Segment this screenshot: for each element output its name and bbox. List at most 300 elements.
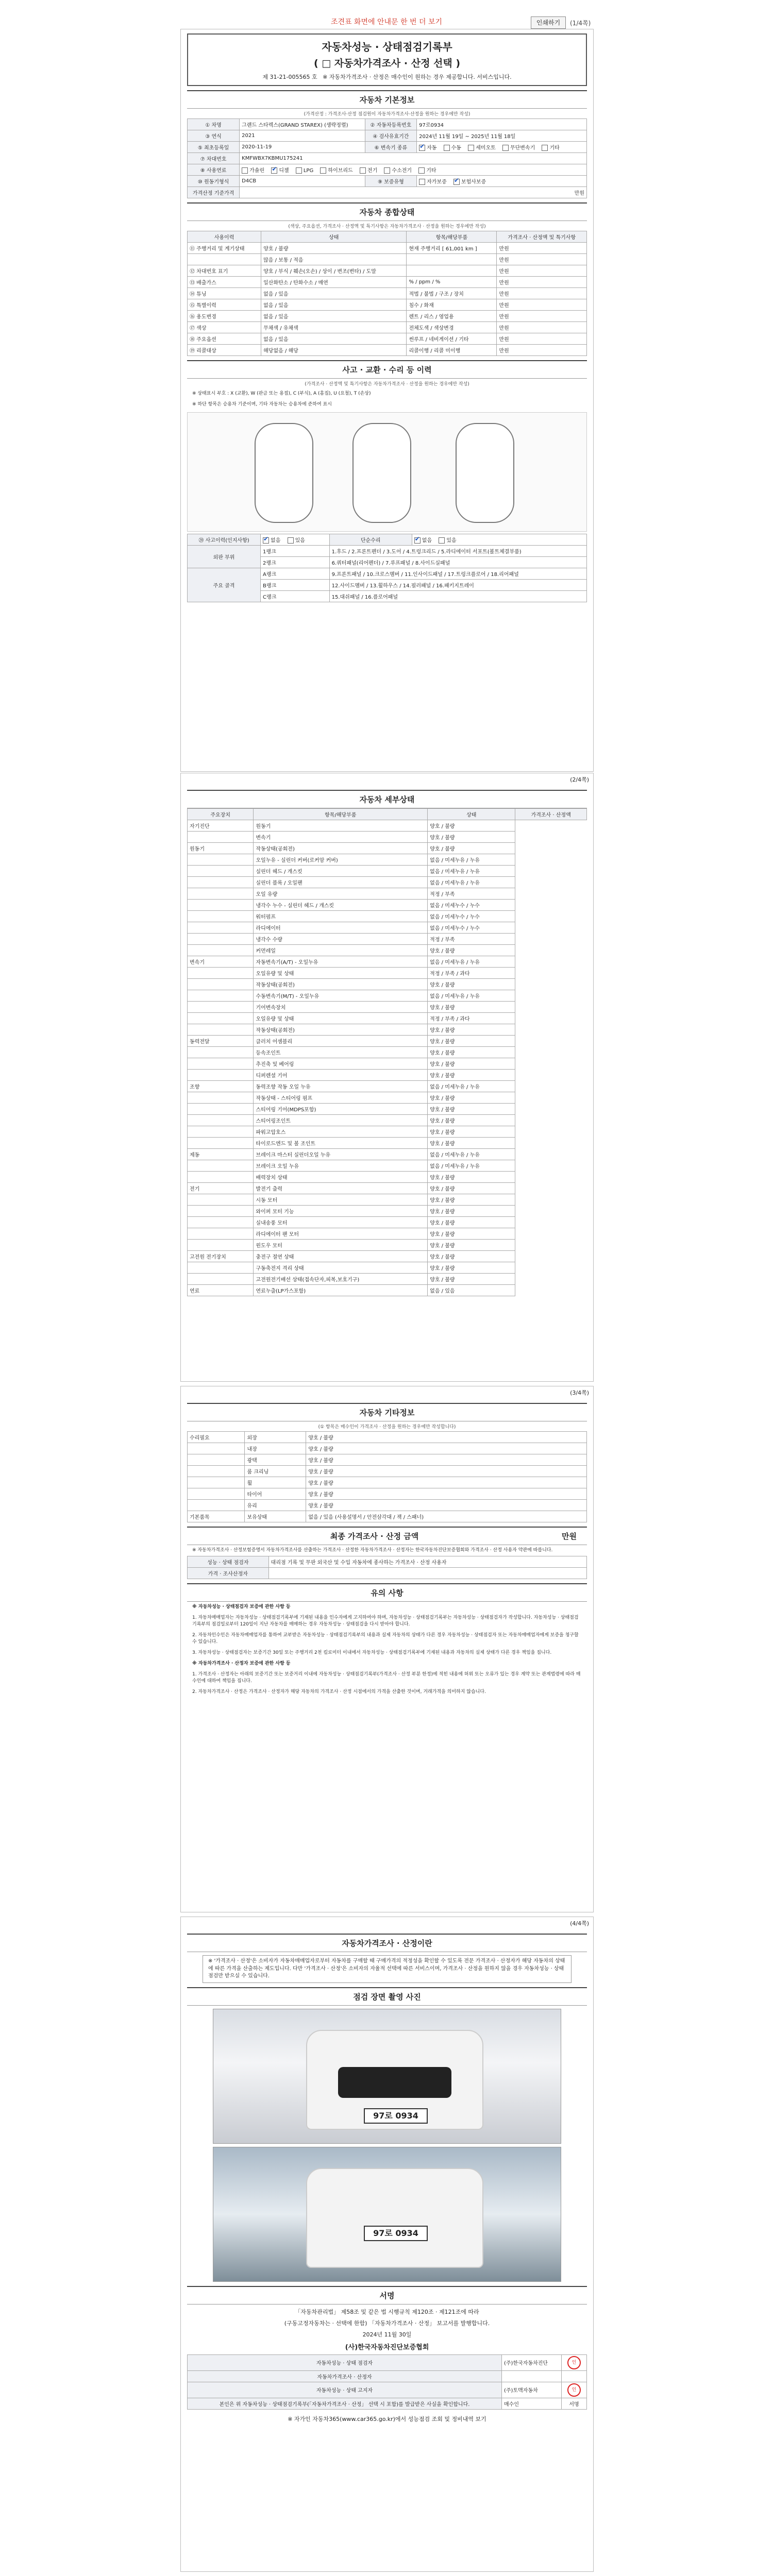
detail-group-cell [188, 1194, 254, 1206]
detail-state-cell: 양호 / 불량 [428, 1036, 515, 1047]
detail-state-cell: 없음 / 미세누유 / 누유 [428, 1149, 515, 1160]
detail-item-cell: 작동상태(공회전) [254, 843, 428, 854]
checkbox-icon [263, 537, 269, 544]
detail-state-cell: 양호 / 불량 [428, 1115, 515, 1126]
detail-group-cell [188, 1172, 254, 1183]
detail-heading: 자동차 세부상태 [187, 790, 587, 808]
checkbox-icon [419, 179, 425, 185]
detail-state-cell: 양호 / 불량 [428, 820, 515, 832]
final-note: ※ 자동차가격조사 · 산정보험증명서 자동차가격조사를 산출하는 가격조사 · 산정한 자동차가격조사 · 산정자는 한국자동차진단보증협회와 가격조사 · 산정 사용자 약관에 따릅니다. [192, 1548, 553, 1553]
detail-item-cell: 실린더 헤드 / 개스킷 [254, 866, 428, 877]
rank-b: B랭크 [261, 580, 330, 591]
rank-2-items: 6.쿼터패널(리어펜더) / 7.루프패널 / 8.사이드실패널 [329, 557, 586, 568]
table-row [188, 1285, 587, 1296]
detail-state-cell: 양호 / 불량 [428, 1104, 515, 1115]
fuel-label: ⑧ 사용연료 [188, 164, 240, 176]
detail-item-cell: 작동상태(공회전) [254, 979, 428, 990]
page-number-3: (3/4쪽) [570, 1389, 589, 1396]
rank-b-items: 12.사이드멤버 / 13.휠하우스 / 14.필러패널 / 16.패키지트레이 [329, 580, 586, 591]
detail-group-cell: 동력전달 [188, 1036, 254, 1047]
detail-group-cell [188, 888, 254, 900]
print-button[interactable]: 인쇄하기 [531, 16, 566, 29]
signature-date: 2024년 11월 30일 [362, 2331, 412, 2338]
table-row [188, 934, 587, 945]
detail-item-cell: 배력장치 상태 [254, 1172, 428, 1183]
detail-item-cell: 냉각수 수량 [254, 934, 428, 945]
detail-state-cell: 양호 / 불량 [428, 1183, 515, 1194]
detail-group-cell: 전기 [188, 1183, 254, 1194]
detail-group-cell: 변속기 [188, 956, 254, 968]
general-section [187, 202, 587, 356]
table-row [188, 1488, 587, 1500]
general-item-cell: % / ppm / % [407, 277, 497, 288]
signer-1-value: (주)한국자동차진단 [502, 2354, 562, 2370]
detail-item-cell: 실린더 블록 / 오일팬 [254, 877, 428, 888]
detail-state-cell: 양호 / 불량 [428, 1262, 515, 1274]
detail-group-cell: 고전원 전기장치 [188, 1251, 254, 1262]
general-item-cell: 리콜이행 / 리콜 미이행 [407, 345, 497, 356]
accident-heading: 사고 · 교환 · 수리 등 이력 [187, 360, 587, 379]
detail-item-cell: 등속조인트 [254, 1047, 428, 1058]
table-row [188, 288, 587, 299]
detail-state-cell: 없음 / 미세누유 / 누유 [428, 854, 515, 866]
general-label-cell: ⑭ 튜닝 [188, 288, 261, 299]
doc-number-suffix: 호 [311, 74, 317, 80]
table-row [188, 888, 587, 900]
detail-item-cell: 작동상태 - 스티어링 펌프 [254, 1092, 428, 1104]
detail-state-cell: 양호 / 불량 [428, 1172, 515, 1183]
other-group-cell: 수리필요 [188, 1432, 245, 1443]
warranty-label: ⑨ 보증유형 [365, 176, 416, 187]
front-photo [213, 2009, 561, 2144]
seal-icon: 인 [567, 2383, 581, 2397]
detail-group-cell [188, 832, 254, 843]
detail-state-cell: 양호 / 불량 [428, 1070, 515, 1081]
car-diagram [187, 412, 587, 532]
checkbox-icon [242, 167, 248, 174]
detail-item-cell: 스티어링 기어(MDPS포함) [254, 1104, 428, 1115]
validity-label: ④ 검사유효기간 [365, 130, 416, 142]
general-state-cell: 양호 / 불량 [261, 243, 407, 254]
grille-icon [338, 2067, 451, 2098]
general-label-cell: ⑪ 주행거리 및 계기상태 [188, 243, 261, 254]
general-item-cell: 전체도색 / 색상변경 [407, 322, 497, 333]
col-price: 가격조사 · 산정액 및 특기사항 [497, 231, 587, 243]
rear-photo [213, 2147, 561, 2282]
detail-state-cell: 없음 / 미세누유 / 누유 [428, 866, 515, 877]
simple-repair-label: 단순수리 [329, 534, 412, 546]
table-row [188, 854, 587, 866]
detail-state-cell: 양호 / 불량 [428, 1024, 515, 1036]
other-group-cell [188, 1466, 245, 1477]
detail-group-cell [188, 945, 254, 956]
rank-2: 2랭크 [261, 557, 330, 568]
other-item-cell: 광택 [245, 1454, 306, 1466]
table-row [188, 1104, 587, 1115]
checkbox-icon [542, 145, 548, 151]
detail-state-cell: 없음 / 미세누유 / 누유 [428, 1160, 515, 1172]
detail-item-cell: 오일유량 및 상태 [254, 1013, 428, 1024]
accident-section [187, 360, 587, 602]
detail-group-cell [188, 1104, 254, 1115]
other-section [187, 1403, 587, 1522]
detail-item-cell: 스티어링조인트 [254, 1115, 428, 1126]
table-row [188, 877, 587, 888]
col-state: 상태 [261, 231, 407, 243]
other-state-cell: 양호 / 불량 [306, 1500, 587, 1511]
table-row [188, 1036, 587, 1047]
detail-item-cell: 동력조향 작동 오일 누유 [254, 1081, 428, 1092]
car-bottom-icon [456, 423, 514, 523]
detail-group-cell [188, 1092, 254, 1104]
detail-group-cell [188, 934, 254, 945]
general-state-cell: 일산화탄소 / 탄화수소 / 매연 [261, 277, 407, 288]
detail-state-cell: 양호 / 불량 [428, 1228, 515, 1240]
signer-1-label: 자동차성능 · 상태 점검자 [188, 2354, 502, 2370]
section4-heading: 자동차가격조사 · 산정이란 [187, 1934, 587, 1952]
detail-item-cell: 발전기 출력 [254, 1183, 428, 1194]
detail-group-cell [188, 1262, 254, 1274]
table-row [188, 1206, 587, 1217]
detail-group-cell [188, 1228, 254, 1240]
table-row [188, 243, 587, 254]
general-state-cell: 양호 / 부식 / 훼손(오손) / 상이 / 변조(변타) / 도말 [261, 265, 407, 277]
table-row [188, 1500, 587, 1511]
signer-3-value: (주)토맥자동차 [502, 2382, 562, 2398]
detail-state-cell: 양호 / 불량 [428, 1206, 515, 1217]
col-detail-price: 가격조사 · 산정액 [515, 809, 587, 820]
checkbox-icon [453, 179, 460, 185]
accident-table [187, 534, 587, 602]
price-basis-unit: 만원 [240, 187, 587, 198]
detail-group-cell [188, 1206, 254, 1217]
doc-number: 31-21-005565 [270, 74, 310, 80]
table-row [188, 1002, 587, 1013]
detail-group-cell [188, 1070, 254, 1081]
notes-text-1: 1. 자동차매매업자는 자동차성능 · 상태점검기록부에 기재된 내용을 인수자에게 고지하여야 하며, 자동차성능 · 상태점검기록부는 자동차성능 · 상태점검자가 작성합니다. 자동차성능 · 상태점검기록부의 점검일로부터 120일이 지난 자동차를 매매하는 경우 자동차성능 · 상태점검을 다시 받아야 합니다. [192, 1615, 579, 1628]
general-label-cell: ⑯ 용도변경 [188, 311, 261, 322]
detail-state-cell: 없음 / 미세누유 / 누유 [428, 1081, 515, 1092]
notes-sub-2: ※ 자동차가격조사 · 산정자 보증에 관한 사항 등 [192, 1661, 291, 1667]
seal-icon: 인 [567, 2356, 581, 2369]
photos-section [187, 1987, 587, 2282]
other-group-cell [188, 1477, 245, 1488]
final-heading [187, 1527, 587, 1545]
table-row [188, 333, 587, 345]
col-main-device: 주요장치 [188, 809, 254, 820]
table-row [188, 1070, 587, 1081]
general-price-cell: 만원 [497, 311, 587, 322]
final-table [187, 1556, 587, 1579]
table-row [188, 322, 587, 333]
vin: KMFWBX7KBMU175241 [240, 153, 587, 164]
detail-group-cell: 원동기 [188, 843, 254, 854]
detail-item-cell: 클러치 어셈블리 [254, 1036, 428, 1047]
table-row [188, 900, 587, 911]
final-signer-note: 대리점 기록 및 무판 외국산 및 수입 자동차에 종사하는 가격조사 · 산정 사용자 [268, 1556, 586, 1568]
final-signer-label: 성능 · 상태 점검자 [188, 1556, 269, 1568]
basic-info-section [187, 90, 587, 198]
checkbox-icon [296, 167, 302, 174]
detail-group-cell [188, 1126, 254, 1138]
detail-item-cell: 윈도우 모터 [254, 1240, 428, 1251]
signature-footer: ※ 자가인 자동차365(www.car365.go.kr)에서 성능점검 조회 및 정비내역 보기 [288, 2415, 486, 2422]
detail-section [187, 790, 587, 1296]
checkbox-icon [360, 167, 366, 174]
price-basis-label: 가격산정 기준가격 [188, 187, 240, 198]
table-row [188, 1262, 587, 1274]
detail-state-cell: 양호 / 불량 [428, 1126, 515, 1138]
signer-4-seal: 서명 [562, 2398, 587, 2409]
detail-group-cell [188, 1002, 254, 1013]
detail-state-cell: 양호 / 불량 [428, 832, 515, 843]
other-state-cell: 양호 / 불량 [306, 1466, 587, 1477]
general-label-cell: ⑮ 특별이력 [188, 299, 261, 311]
detail-group-cell: 제동 [188, 1149, 254, 1160]
general-item-cell [407, 265, 497, 277]
general-heading: 자동차 종합상태 [187, 202, 587, 221]
table-row [188, 1251, 587, 1262]
table-row [188, 1172, 587, 1183]
general-price-cell: 만원 [497, 345, 587, 356]
engine-type: D4CB [240, 176, 365, 187]
detail-group-cell [188, 866, 254, 877]
basic-info-note: (가격산정 : 가격조사·산정 점검원이 자동차가격조사·산정을 원하는 경우에만 작성) [304, 112, 470, 117]
signature-text-1: 「자동차관리법」 제58조 및 같은 법 시행규칙 제120조 · 제121조에 따라 [295, 2308, 479, 2315]
detail-item-cell: 구동축전지 격리 상태 [254, 1262, 428, 1274]
detail-group-cell [188, 1013, 254, 1024]
detail-item-cell: 시동 모터 [254, 1194, 428, 1206]
table-row [188, 866, 587, 877]
transmission-options: ✔ 자동 수동 세미오토 무단변속기 기타 [417, 142, 587, 153]
page-2 [180, 773, 594, 1382]
other-item-cell: 타이어 [245, 1488, 306, 1500]
detail-state-cell: 양호 / 불량 [428, 1194, 515, 1206]
other-item-cell: 휠 [245, 1477, 306, 1488]
col-use: 사용이력 [188, 231, 261, 243]
rank-c: C랭크 [261, 591, 330, 602]
table-row [188, 299, 587, 311]
detail-state-cell: 양호 / 불량 [428, 1251, 515, 1262]
detail-group-cell [188, 1047, 254, 1058]
plate-number: 97로0934 [417, 119, 587, 130]
detail-state-cell: 양호 / 불량 [428, 1217, 515, 1228]
table-row [188, 1047, 587, 1058]
detail-item-cell: 파워고압호스 [254, 1126, 428, 1138]
notes-text-2: 2. 자동차인수인은 자동차매매업자를 통하여 교부받은 자동차성능 · 상태점검기록부의 내용과 실제 자동차의 상태가 다른 경우 자동차성능 · 상태점검자 또는 자동차매매업자에게 보증을 청구할 수 있습니다. [192, 1633, 579, 1645]
detail-item-cell: 브레이크 마스터 실린더오일 누유 [254, 1149, 428, 1160]
detail-item-cell: 라디에이터 팬 모터 [254, 1228, 428, 1240]
signer-4-label: 본인은 위 자동차성능 · 상태점검기록부(「자동차가격조사 · 산정」 선택 시 포함)를 발급받은 사실을 확인합니다. [188, 2398, 502, 2409]
table-row [188, 1126, 587, 1138]
table-row [188, 1024, 587, 1036]
table-row [188, 956, 587, 968]
other-rows [188, 1432, 587, 1522]
general-label-cell [188, 254, 261, 265]
table-row [188, 832, 587, 843]
detail-item-cell: 연료누출(LP가스포함) [254, 1285, 428, 1296]
general-state-cell: 많음 / 보통 / 적음 [261, 254, 407, 265]
table-row [188, 1477, 587, 1488]
signature-section [187, 2286, 587, 2423]
table-row [188, 945, 587, 956]
page-4 [180, 1917, 594, 2572]
signer-3-label: 자동차성능 · 상태 고지자 [188, 2382, 502, 2398]
checkbox-icon [288, 537, 294, 544]
fuel-options: 가솔린 ✔ 디젤 LPG 하이브리드 전기 수소전기 기타 [240, 164, 587, 176]
final-price-signer-value [268, 1568, 586, 1579]
detail-item-cell: 오일유량 및 상태 [254, 968, 428, 979]
notes-sub-1: ※ 자동차성능 · 상태점검자 보증에 관한 사항 등 [192, 1604, 291, 1610]
general-table [187, 231, 587, 356]
detail-group-cell [188, 1058, 254, 1070]
checkbox-icon [419, 145, 425, 151]
general-label-cell: ⑫ 차대번호 표기 [188, 265, 261, 277]
other-note: (① 항목은 매수인이 가격조사 · 산정을 원하는 경우에만 작성합니다) [318, 1425, 456, 1430]
detail-group-cell [188, 990, 254, 1002]
title-box [187, 33, 587, 86]
detail-item-cell: 오일누유 - 실린더 커버(로커암 커버) [254, 854, 428, 866]
other-item-cell: 룸 크리닝 [245, 1466, 306, 1477]
detail-item-cell: 라디에이터 [254, 922, 428, 934]
detail-item-cell: 디퍼렌셜 기어 [254, 1070, 428, 1081]
col-detail-item: 항목/해당부품 [254, 809, 428, 820]
general-price-cell: 만원 [497, 299, 587, 311]
detail-item-cell: 워터펌프 [254, 911, 428, 922]
signature-org: (사)한국자동차진단보증협회 [345, 2343, 429, 2351]
table-row [188, 1240, 587, 1251]
table-row [188, 1081, 587, 1092]
detail-group-cell [188, 979, 254, 990]
other-group-cell: 기본품목 [188, 1511, 245, 1522]
doc-number-line [192, 73, 582, 81]
general-price-cell: 만원 [497, 322, 587, 333]
detail-state-cell: 양호 / 불량 [428, 1047, 515, 1058]
basic-info-heading: 자동차 기본정보 [187, 90, 587, 109]
other-state-cell: 양호 / 불량 [306, 1443, 587, 1454]
detail-item-cell: 기어변속장치 [254, 1002, 428, 1013]
detail-group-cell [188, 877, 254, 888]
detail-group-cell [188, 922, 254, 934]
checkbox-icon [271, 167, 277, 174]
doc-number-label: 제 [262, 74, 268, 80]
checkbox-icon [320, 167, 326, 174]
van-front-icon [306, 2030, 483, 2130]
general-note: (색상, 주요옵션, 가격조사 · 산정액 및 특기사항은 자동차가격조사 · 산정을 원하는 경우에만 작성) [288, 224, 486, 229]
checkbox-icon [439, 537, 445, 544]
detail-state-cell: 양호 / 불량 [428, 843, 515, 854]
col-item: 항목/해당부품 [407, 231, 497, 243]
detail-state-cell: 양호 / 불량 [428, 1092, 515, 1104]
detail-item-cell: 변속기 [254, 832, 428, 843]
detail-group-cell [188, 1024, 254, 1036]
general-item-cell: 썬루프 / 네비게이션 / 기타 [407, 333, 497, 345]
notes-text-3: 3. 자동차성능 · 상태점검자는 보증기간 30일 또는 주행거리 2천 킬로미터 이내에서 자동차성능 · 상태점검기록부에 기재된 내용과 자동차의 실제 상태가 다른 경우 책임을 집니다. [192, 1650, 552, 1656]
top-notice: 조견표 화면에 안내문 한 번 더 보기 [330, 18, 443, 26]
other-state-cell: 양호 / 불량 [306, 1477, 587, 1488]
signer-2-value [502, 2370, 562, 2382]
detail-group-cell [188, 911, 254, 922]
notes-section [187, 1583, 587, 1698]
detail-state-cell: 없음 / 미세누수 / 누수 [428, 922, 515, 934]
table-row [188, 1092, 587, 1104]
table-row [188, 979, 587, 990]
table-row [188, 922, 587, 934]
detail-item-cell: 충전구 절연 상태 [254, 1251, 428, 1262]
table-row [188, 1511, 587, 1522]
table-row [188, 1466, 587, 1477]
detail-group-cell [188, 1274, 254, 1285]
general-label-cell: ⑰ 색상 [188, 322, 261, 333]
signer-2-label: 자동차가격조사 · 산정자 [188, 2370, 502, 2382]
detail-state-cell: 없음 / 미세누수 / 누수 [428, 911, 515, 922]
table-row [188, 1183, 587, 1194]
page-number-4: (4/4쪽) [570, 1920, 589, 1927]
other-group-cell [188, 1443, 245, 1454]
detail-item-cell: 실내송풍 모터 [254, 1217, 428, 1228]
plate-label: ② 자동차등록번호 [365, 119, 416, 130]
table-row [188, 345, 587, 356]
simple-repair-options: ✔ 없음 있음 [412, 534, 586, 546]
other-item-cell: 보유상태 [245, 1511, 306, 1522]
page-1 [180, 29, 594, 772]
section4 [187, 1934, 587, 1983]
detail-state-cell: 적정 / 부족 [428, 934, 515, 945]
detail-item-cell: 브레이크 오일 누유 [254, 1160, 428, 1172]
final-unit: 만원 [562, 1532, 577, 1541]
detail-state-cell: 적정 / 부족 / 과다 [428, 1013, 515, 1024]
detail-item-cell: 고전원전기배선 상태(접속단자,피복,보호기구) [254, 1274, 428, 1285]
checkbox-icon [384, 167, 390, 174]
checkbox-icon [502, 145, 509, 151]
detail-item-cell: 자동변속기(A/T) - 오일누유 [254, 956, 428, 968]
final-price-signer-label: 가격 · 조사산정자 [188, 1568, 269, 1579]
detail-state-cell: 적정 / 부족 / 과다 [428, 968, 515, 979]
general-label-cell: ⑱ 주요옵션 [188, 333, 261, 345]
engine-label: ⑩ 원동기형식 [188, 176, 240, 187]
other-state-cell: 없음 / 있음 (사용설명서 / 안전삼각대 / 잭 / 스패너) [306, 1511, 587, 1522]
general-item-cell: 렌트 / 리스 / 영업용 [407, 311, 497, 322]
detail-group-cell [188, 900, 254, 911]
rank-a: A랭크 [261, 568, 330, 580]
signature-table [187, 2354, 587, 2410]
table-row [188, 254, 587, 265]
front-plate: 97로 0934 [364, 2108, 428, 2124]
detail-item-cell: 냉각수 누수 - 실린더 헤드 / 개스킷 [254, 900, 428, 911]
detail-rows [188, 820, 587, 1296]
section4-text: ※ '가격조사 · 산정'은 소비자가 자동차매매업자로부터 자동차를 구매할 때 구매가격의 적정성을 확인할 수 있도록 전문 가격조사 · 산정자가 해당 자동차의 상태에 따른 가격을 산출하는 제도입니다. 다만 '가격조사 · 산정'은 소비자의 자율적 선택에 따른 서비스이며, 가격조사 · 산정을 원하지 않을 경우 자동차성능 · 상태점검만 받으실 수 있습니다. [203, 1955, 572, 1983]
table-row [188, 1149, 587, 1160]
general-state-cell: 없음 / 있음 [261, 333, 407, 345]
table-row [188, 1274, 587, 1285]
detail-group-cell: 조향 [188, 1081, 254, 1092]
first-reg-date: 2020-11-19 [240, 142, 365, 153]
general-item-cell: 현재 주행거리 [ 61,001 km ] [407, 243, 497, 254]
detail-item-cell: 와이퍼 모터 기능 [254, 1206, 428, 1217]
detail-group-cell: 자기진단 [188, 820, 254, 832]
table-row [188, 1115, 587, 1126]
photos-heading: 점검 장면 촬영 사진 [187, 1987, 587, 2006]
general-label-cell: ⑲ 리콜대상 [188, 345, 261, 356]
general-item-cell: 침수 / 화재 [407, 299, 497, 311]
car-top-icon [255, 423, 313, 523]
car-name-label: ① 차명 [188, 119, 240, 130]
accident-legend: ※ 상태표시 부호 : X (교환), W (판금 또는 용접), C (부식), A (흠집), U (요철), T (손상) [192, 391, 371, 396]
accident-options: ✔ 없음 있음 [261, 534, 330, 546]
detail-group-cell [188, 1217, 254, 1228]
detail-item-cell: 추진축 및 베어링 [254, 1058, 428, 1070]
general-label-cell: ⑬ 배출가스 [188, 277, 261, 288]
